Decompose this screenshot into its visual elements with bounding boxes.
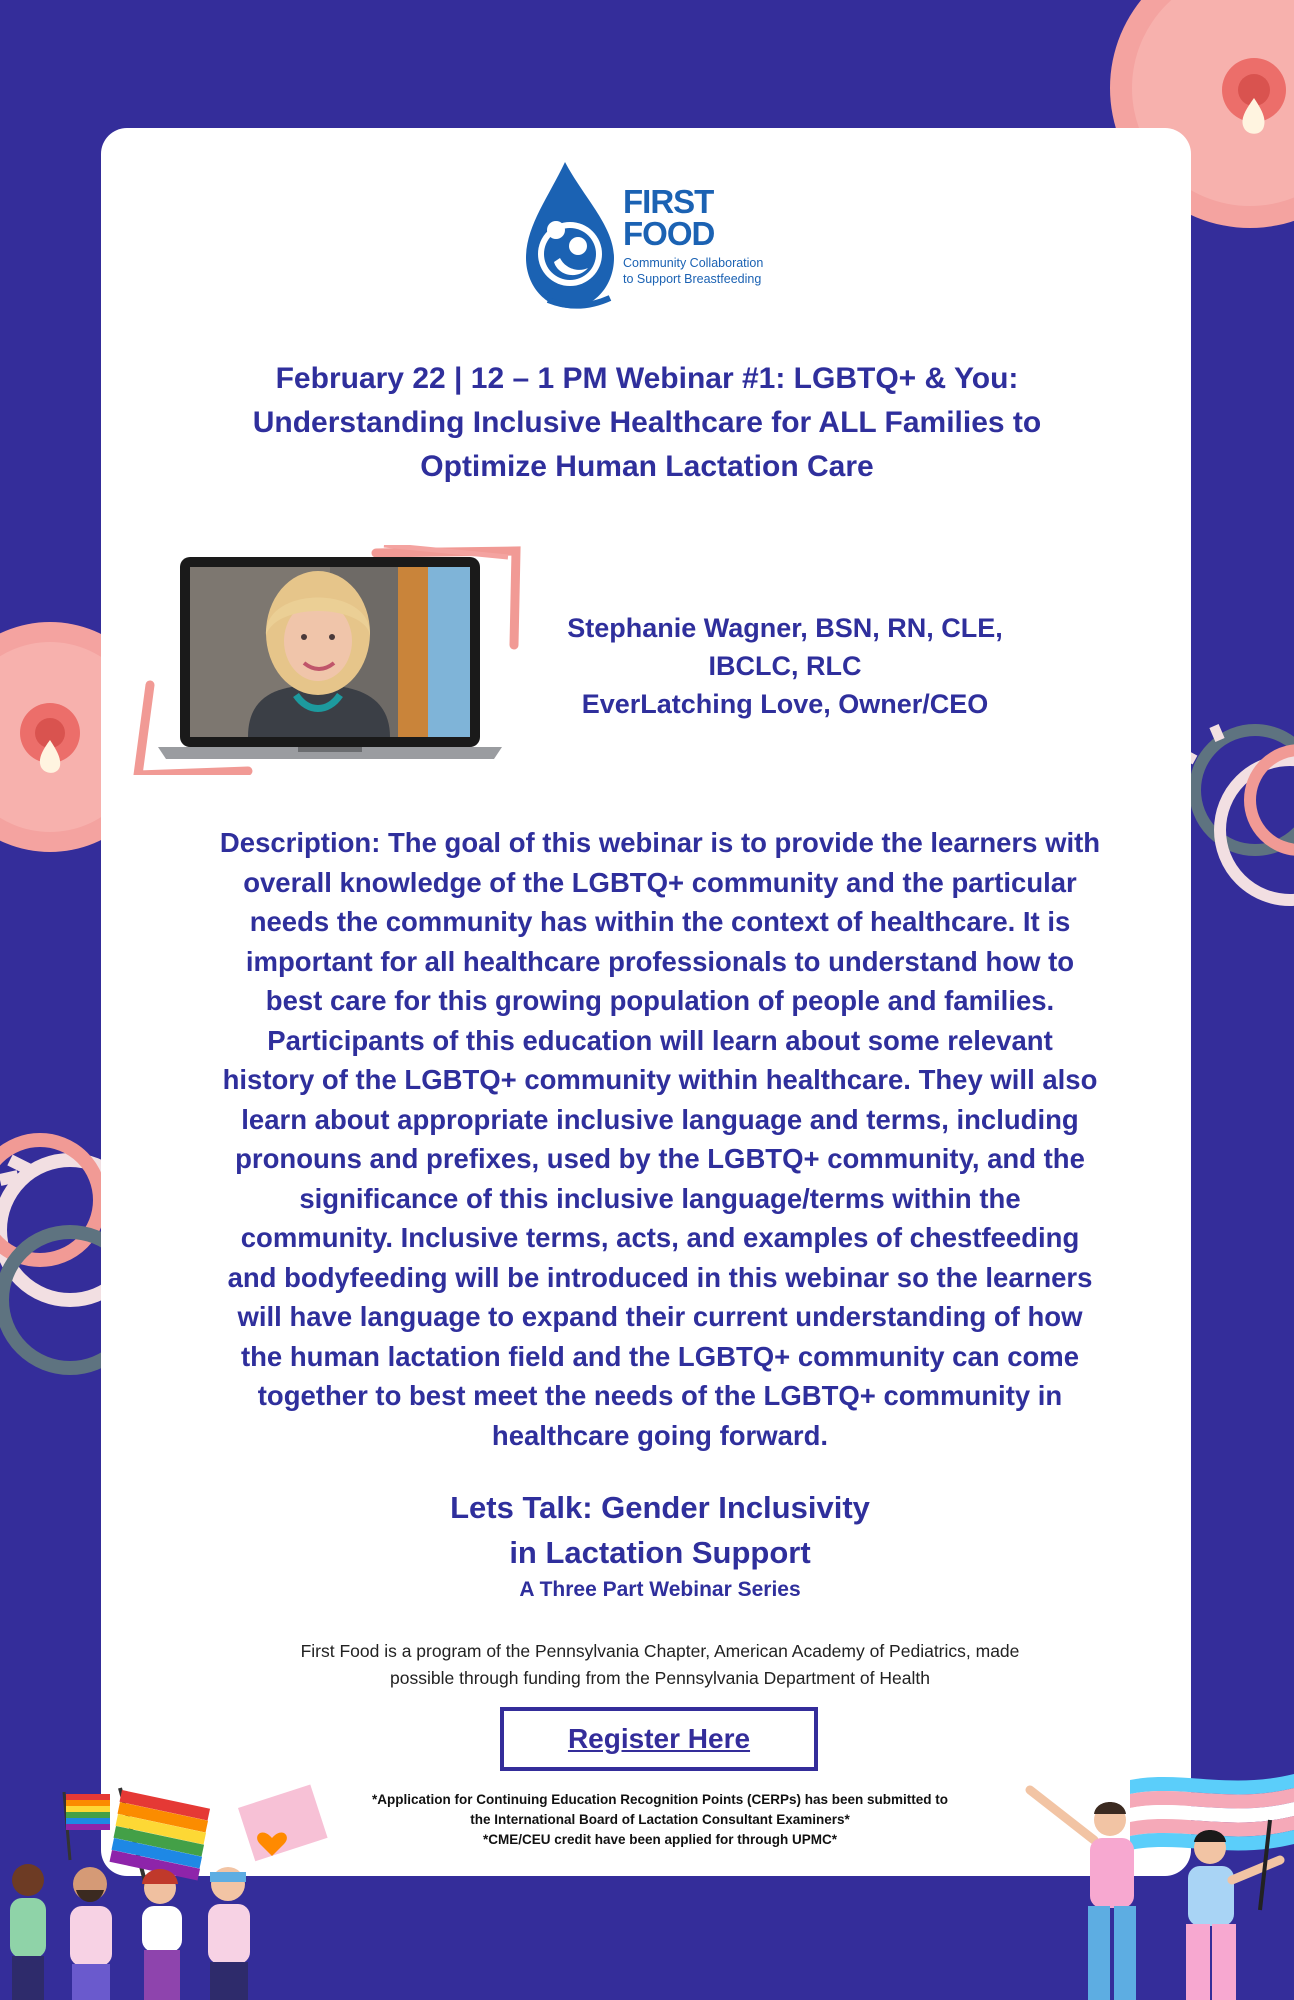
program-note-line: First Food is a program of the Pennsylvania Chapter, American Academy of Pediatrics, made bbox=[300, 1641, 1020, 1661]
description-line: pronouns and prefixes, used by the LGBTQ+ community, and the bbox=[235, 1143, 1085, 1174]
description-line: best care for this growing population of people and families. bbox=[265, 985, 1055, 1016]
logo-name-line1: FIRST bbox=[623, 183, 714, 220]
description-line: the human lactation field and the LGBTQ+ community can come bbox=[240, 1340, 1080, 1372]
series-subtitle: A Three Part Webinar Series bbox=[519, 1578, 801, 1601]
heart-sign-icon bbox=[238, 1785, 328, 1862]
program-note-line: possible through funding from the Pennsylvania Department of Health bbox=[390, 1668, 930, 1688]
event-title-line: February 22 | 12 – 1 PM Webinar #1: LGBTQ+ & You: bbox=[275, 362, 1019, 395]
description-line: community. Inclusive terms, acts, and examples of chestfeeding bbox=[240, 1222, 1080, 1253]
webinar-description bbox=[190, 823, 1130, 1455]
person-3 bbox=[142, 1869, 182, 2000]
speaker-photo-laptop bbox=[128, 545, 528, 775]
speaker-line: Stephanie Wagner, BSN, RN, CLE, bbox=[567, 613, 1003, 643]
event-title-line: Optimize Human Lactation Care bbox=[420, 450, 874, 483]
logo-tagline-line2: to Support Breastfeeding bbox=[623, 272, 762, 286]
person-4 bbox=[208, 1867, 250, 2000]
credit-notes bbox=[300, 1790, 1020, 1850]
description-line: healthcare going forward. bbox=[491, 1419, 829, 1451]
credit-note-line: *CME/CEU credit have been applied for through UPMC* bbox=[482, 1832, 838, 1847]
description-line: history of the LGBTQ+ community within healthcare. They will also bbox=[222, 1064, 1098, 1095]
series-title-line2: in Lactation Support bbox=[509, 1535, 811, 1570]
description-line: Description: The goal of this webinar is to provide the learners with bbox=[219, 827, 1101, 858]
description-line: learn about appropriate inclusive language and terms, including bbox=[241, 1103, 1079, 1135]
pride-crowd-illustration-right bbox=[1000, 1770, 1294, 2000]
person-2 bbox=[70, 1867, 112, 2000]
speaker-line: EverLatching Love, Owner/CEO bbox=[581, 689, 989, 719]
description-line: overall knowledge of the LGBTQ+ community and the particular bbox=[243, 866, 1077, 898]
person-5 bbox=[1030, 1790, 1136, 2000]
description-line: Participants of this education will learn about some relevant bbox=[267, 1024, 1053, 1056]
register-button[interactable]: Register Here bbox=[500, 1707, 818, 1771]
pride-crowd-illustration-left bbox=[0, 1780, 330, 2000]
description-line: significance of this inclusive language/terms within the bbox=[299, 1182, 1021, 1214]
event-title bbox=[150, 357, 1144, 489]
description-line: together to best meet the needs of the LGBTQ+ community in bbox=[257, 1380, 1063, 1411]
logo-name-line2: FOOD bbox=[623, 215, 715, 252]
series-heading bbox=[360, 1485, 960, 1605]
description-line: will have language to expand their current understanding of how bbox=[237, 1301, 1083, 1332]
description-line: needs the community has within the context of healthcare. It is bbox=[249, 906, 1071, 937]
description-line: and bodyfeeding will be introduced in this webinar so the learners bbox=[227, 1261, 1093, 1293]
description-line: important for all healthcare professionals to understand how to bbox=[245, 945, 1075, 977]
credit-note-line: *Application for Continuing Education Recognition Points (CERPs) has been submitted to bbox=[372, 1792, 948, 1807]
small-rainbow-flag-icon bbox=[64, 1792, 110, 1860]
ring-decoration-right bbox=[1180, 726, 1294, 900]
series-title-line1: Lets Talk: Gender Inclusivity bbox=[450, 1490, 870, 1525]
speaker-line: IBCLC, RLC bbox=[708, 651, 862, 681]
logo-tagline-line1: Community Collaboration bbox=[623, 256, 764, 270]
program-note bbox=[200, 1638, 1120, 1692]
person-1 bbox=[10, 1864, 46, 2000]
credit-note-line: the International Board of Lactation Consultant Examiners* bbox=[470, 1812, 850, 1827]
speaker-info bbox=[520, 609, 1050, 723]
event-title-line: Understanding Inclusive Healthcare for ALL Families to bbox=[252, 406, 1042, 439]
